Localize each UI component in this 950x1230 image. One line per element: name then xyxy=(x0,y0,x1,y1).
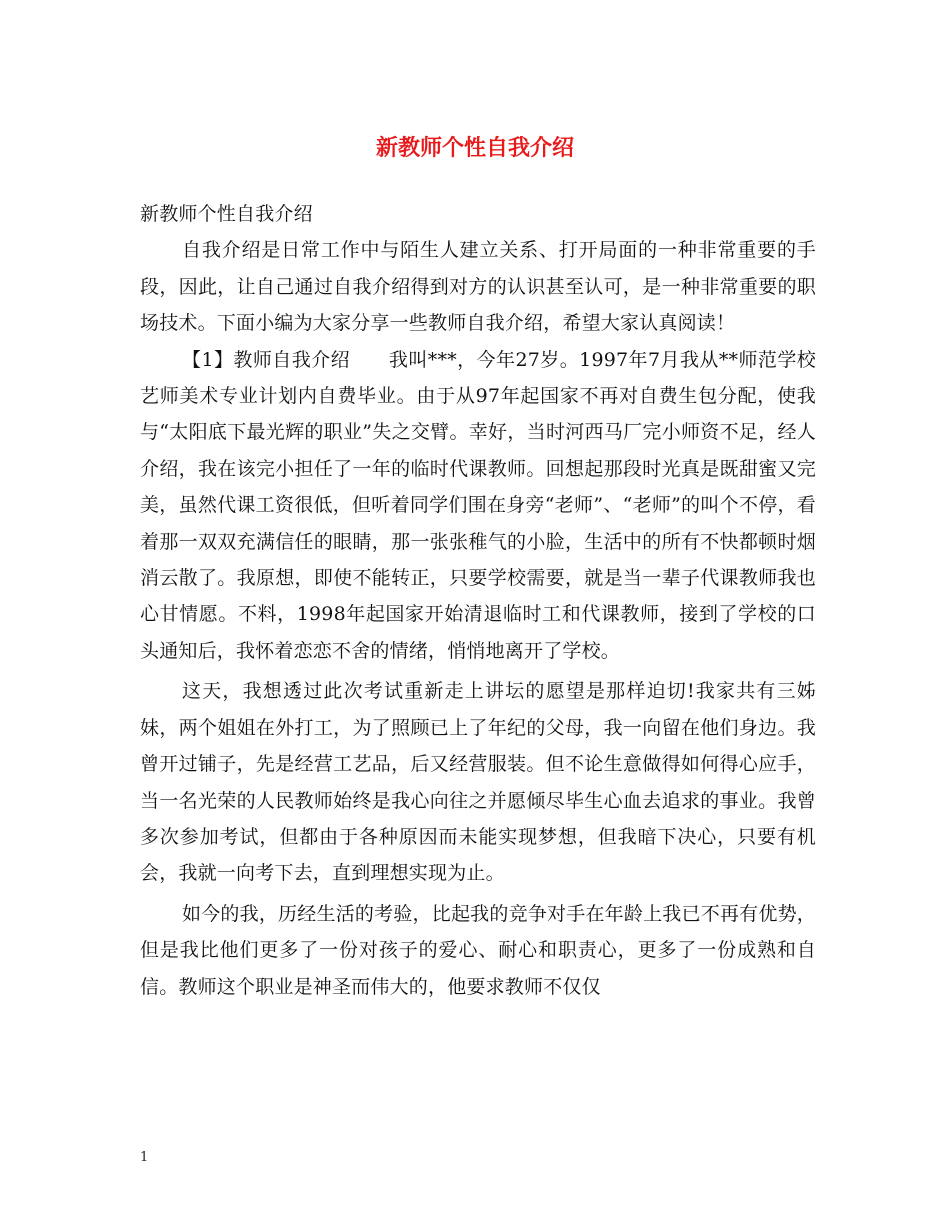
document-subtitle: 新教师个性自我介绍 xyxy=(140,203,313,225)
document-title: 新教师个性自我介绍 xyxy=(375,135,574,161)
document-body xyxy=(140,196,816,1005)
page-number: 1 xyxy=(140,1150,149,1165)
paragraph-current-self: 如今的我，历经生活的考验，比起我的竞争对手在年龄上我已不再有优势，但是我比他们更多了一份对孩子的爱心、耐心和职责心，更多了一份成熟和自信。教师这个职业是神圣而伟大的，他要求教师不仅仅 xyxy=(140,902,816,998)
paragraph-exam-wish: 这天，我想透过此次考试重新走上讲坛的愿望是那样迫切!我家共有三姊妹，两个姐姐在外打工，为了照顾已上了年纪的父母，我一向留在他们身边。我曾开过铺子，先是经营工艺品，后又经营服装。但不论生意做得如何得心应手，当一名光荣的人民教师始终是我心向往之并愿倾尽毕生心血去追求的事业。我曾多次参加考试，但都由于各种原因而未能实现梦想，但我暗下决心，只要有机会，我就一向考下去，直到理想实现为止。 xyxy=(140,680,816,885)
paragraph-intro: 自我介绍是日常工作中与陌生人建立关系、打开局面的一种非常重要的手段，因此，让自己通过自我介绍得到对方的认识甚至认可，是一种非常重要的职场技术。下面小编为大家分享一些教师自我介绍，希望大家认真阅读！ xyxy=(140,239,816,335)
paragraph-teacher-intro-1: 【1】教师自我介绍 我叫***，今年27岁。1997年7月我从**师范学校艺师美术专业计划内自费毕业。由于从97年起国家不再对自费生包分配，使我与“太阳底下最光辉的职业”失之交臂。幸好，当时河西马厂完小师资不足，经人介绍，我在该完小担任了一年的临时代课教师。回想起那段时光真是既甜蜜又完美，虽然代课工资很低，但听着同学们围在身旁“老师”、“老师”的叫个不停，看着那一双双充满信任的眼睛，那一张张稚气的小脸，生活中的所有不快都顿时烟消云散了。我原想，即使不能转正，只要学校需要，就是当一辈子代课教师我也心甘情愿。不料，1998年起国家开始清退临时工和代课教师，接到了学校的口头通知后，我怀着恋恋不舍的情绪，悄悄地离开了学校。 xyxy=(140,348,816,662)
